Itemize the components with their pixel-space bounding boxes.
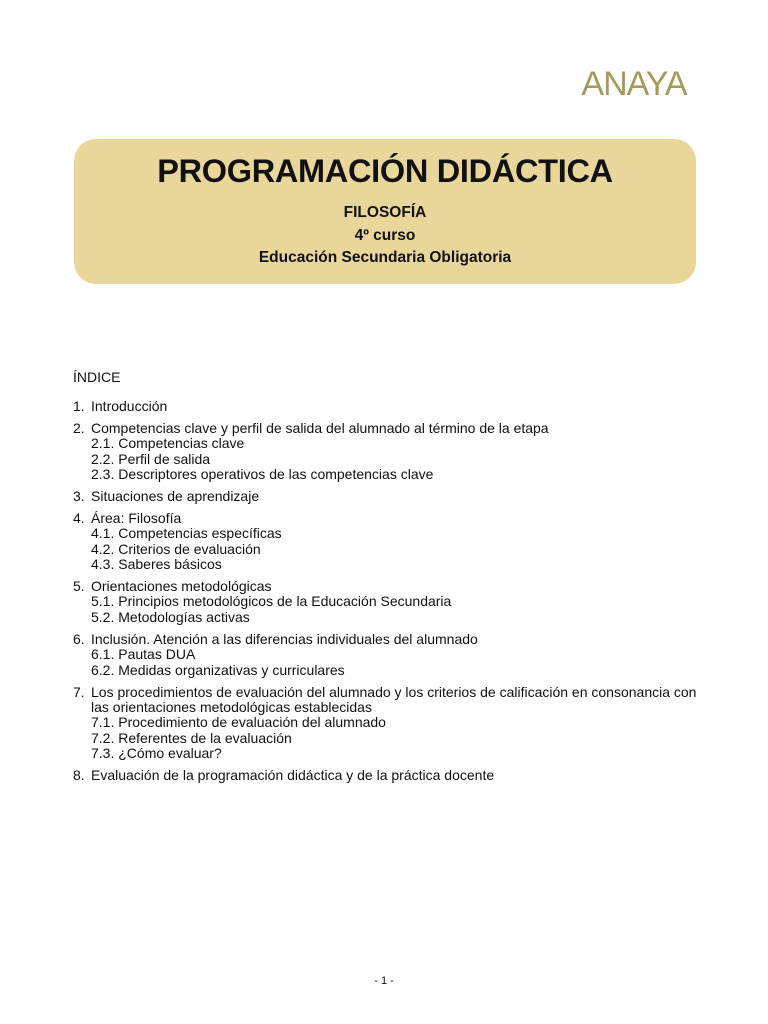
toc-subitem: 6.1. Pautas DUA bbox=[91, 646, 196, 663]
toc-label: Orientaciones metodológicas bbox=[91, 578, 272, 595]
toc-row bbox=[73, 579, 713, 594]
toc-row bbox=[73, 685, 713, 716]
toc-item bbox=[73, 489, 713, 504]
toc-subitem: 7.2. Referentes de la evaluación bbox=[91, 729, 292, 746]
anaya-logo-text: ANAYA bbox=[581, 65, 687, 102]
toc-row bbox=[73, 489, 713, 504]
toc-subitem: 7.3. ¿Cómo evaluar? bbox=[91, 745, 222, 762]
toc-subitem: 2.1. Competencias clave bbox=[91, 435, 245, 452]
toc-sublist bbox=[73, 594, 713, 625]
toc-number: 8. bbox=[73, 767, 85, 784]
table-of-contents bbox=[73, 399, 713, 790]
toc-number: 7. bbox=[73, 683, 85, 700]
toc-row bbox=[73, 511, 713, 526]
toc-sublist bbox=[73, 526, 713, 572]
toc-label: Situaciones de aprendizaje bbox=[91, 488, 260, 505]
toc-sublist bbox=[73, 436, 713, 482]
toc-sublist bbox=[73, 647, 713, 678]
toc-row bbox=[73, 632, 713, 647]
toc-row bbox=[73, 421, 713, 436]
toc-label: Introducción bbox=[91, 398, 168, 414]
stage-title: Educación Secundaria Obligatoria bbox=[258, 249, 512, 266]
toc-subitem: 6.2. Medidas organizativas y curriculares bbox=[91, 661, 345, 678]
toc-subitem: 5.1. Principios metodológicos de la Educación Secundaria bbox=[91, 593, 452, 610]
subject-title: FILOSOFÍA bbox=[343, 204, 427, 221]
toc-subitem: 4.3. Saberes básicos bbox=[91, 556, 222, 573]
toc-label: Los procedimientos de evaluación del alumnado y los criterios de calificación en consonancia con las orientaciones metodológicas establecidas bbox=[91, 683, 697, 715]
toc-number: 6. bbox=[73, 630, 85, 647]
toc-row bbox=[73, 399, 713, 414]
toc-item bbox=[73, 632, 713, 678]
toc-item bbox=[73, 511, 713, 573]
toc-subitem: 7.1. Procedimiento de evaluación del alumnado bbox=[91, 714, 386, 731]
toc-label: Competencias clave y perfil de salida del alumnado al término de la etapa bbox=[91, 419, 549, 436]
toc-label: Inclusión. Atención a las diferencias individuales del alumnado bbox=[91, 630, 478, 647]
toc-subitem: 4.1. Competencias específicas bbox=[91, 525, 282, 542]
toc-number: 3. bbox=[73, 488, 85, 505]
toc-subitem: 2.3. Descriptores operativos de las competencias clave bbox=[91, 466, 434, 483]
anaya-logo bbox=[570, 62, 698, 102]
course-title: 4º curso bbox=[354, 226, 416, 244]
toc-number: 4. bbox=[73, 509, 85, 526]
toc-number: 5. bbox=[73, 578, 85, 595]
toc-sublist bbox=[73, 715, 713, 761]
toc-item bbox=[73, 685, 713, 762]
toc-subitem: 2.2. Perfil de salida bbox=[91, 450, 211, 467]
toc-label: Evaluación de la programación didáctica y de la práctica docente bbox=[91, 767, 495, 784]
toc-number: 1. bbox=[73, 398, 85, 414]
toc-label: Área: Filosofía bbox=[91, 509, 182, 526]
toc-item bbox=[73, 768, 713, 783]
toc-item bbox=[73, 421, 713, 483]
toc-item bbox=[73, 399, 713, 414]
toc-number: 2. bbox=[73, 419, 85, 436]
toc-row bbox=[73, 768, 713, 783]
toc-item bbox=[73, 579, 713, 625]
title-box bbox=[74, 139, 696, 284]
toc-subitem: 4.2. Criterios de evaluación bbox=[91, 540, 261, 557]
page-number: - 1 - bbox=[374, 975, 394, 987]
toc-subitem: 5.2. Metodologías activas bbox=[91, 608, 250, 625]
index-heading: ÍNDICE bbox=[73, 369, 121, 385]
document-title: PROGRAMACIÓN DIDÁCTICA bbox=[157, 153, 613, 189]
